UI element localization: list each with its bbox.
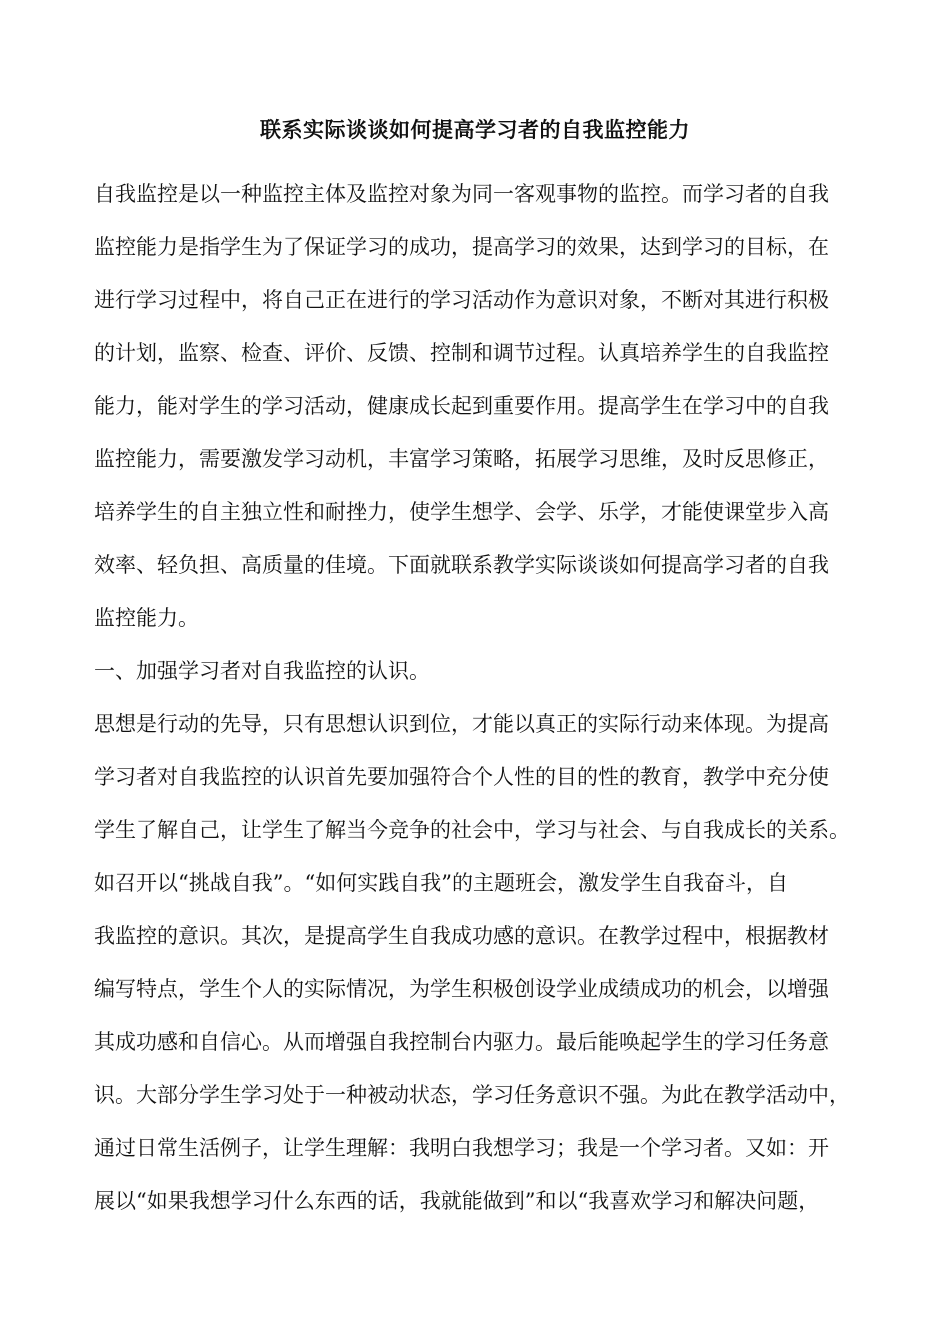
body-line: 学习者对自我监控的认识首先要加强符合个人性的目的性的教育，教学中充分使 bbox=[94, 765, 829, 789]
body-line: 思想是行动的先导，只有思想认识到位，才能以真正的实际行动来体现。为提高 bbox=[94, 712, 829, 736]
body-line: 学生了解自己，让学生了解当今竞争的社会中，学习与社会、与自我成长的关系。 bbox=[94, 818, 850, 842]
body-line: 的计划，监察、检查、评价、反馈、控制和调节过程。认真培养学生的自我监控 bbox=[94, 341, 829, 365]
body-line: 效率、轻负担、高质量的佳境。下面就联系教学实际谈谈如何提高学习者的自我 bbox=[94, 553, 829, 577]
body-line: 培养学生的自主独立性和耐挫力，使学生想学、会学、乐学，才能使课堂步入高 bbox=[94, 500, 829, 524]
body-line: 监控能力，需要激发学习动机，丰富学习策略，拓展学习思维，及时反思修正， bbox=[94, 447, 829, 471]
body-line: 监控能力。 bbox=[94, 606, 199, 630]
body-line: 监控能力是指学生为了保证学习的成功，提高学习的效果，达到学习的目标，在 bbox=[94, 235, 829, 259]
body-line: 通过日常生活例子，让学生理解：我明白我想学习；我是一个学习者。又如：开 bbox=[94, 1136, 829, 1160]
body-line: 编写特点，学生个人的实际情况，为学生积极创设学业成绩成功的机会，以增强 bbox=[94, 977, 829, 1001]
body-line: 自我监控是以一种监控主体及监控对象为同一客观事物的监控。而学习者的自我 bbox=[94, 182, 829, 206]
body-line: 其成功感和自信心。从而增强自我控制台内驱力。最后能唤起学生的学习任务意 bbox=[94, 1030, 829, 1054]
body-line: 识。大部分学生学习处于一种被动状态，学习任务意识不强。为此在教学活动中， bbox=[94, 1083, 850, 1107]
body-line: 我监控的意识。其次，是提高学生自我成功感的意识。在教学过程中，根据教材 bbox=[94, 924, 829, 948]
document-title: 联系实际谈谈如何提高学习者的自我监控能力 bbox=[260, 118, 690, 142]
section-heading: 一、加强学习者对自我监控的认识。 bbox=[94, 659, 430, 683]
body-line: 展以“如果我想学习什么东西的话，我就能做到”和以“我喜欢学习和解决问题， bbox=[94, 1189, 820, 1213]
body-line: 如召开以“挑战自我”。“如何实践自我”的主题班会，激发学生自我奋斗，自 bbox=[94, 871, 788, 895]
body-line: 能力，能对学生的学习活动，健康成长起到重要作用。提高学生在学习中的自我 bbox=[94, 394, 829, 418]
body-line: 进行学习过程中，将自己正在进行的学习活动作为意识对象，不断对其进行积极 bbox=[94, 288, 829, 312]
